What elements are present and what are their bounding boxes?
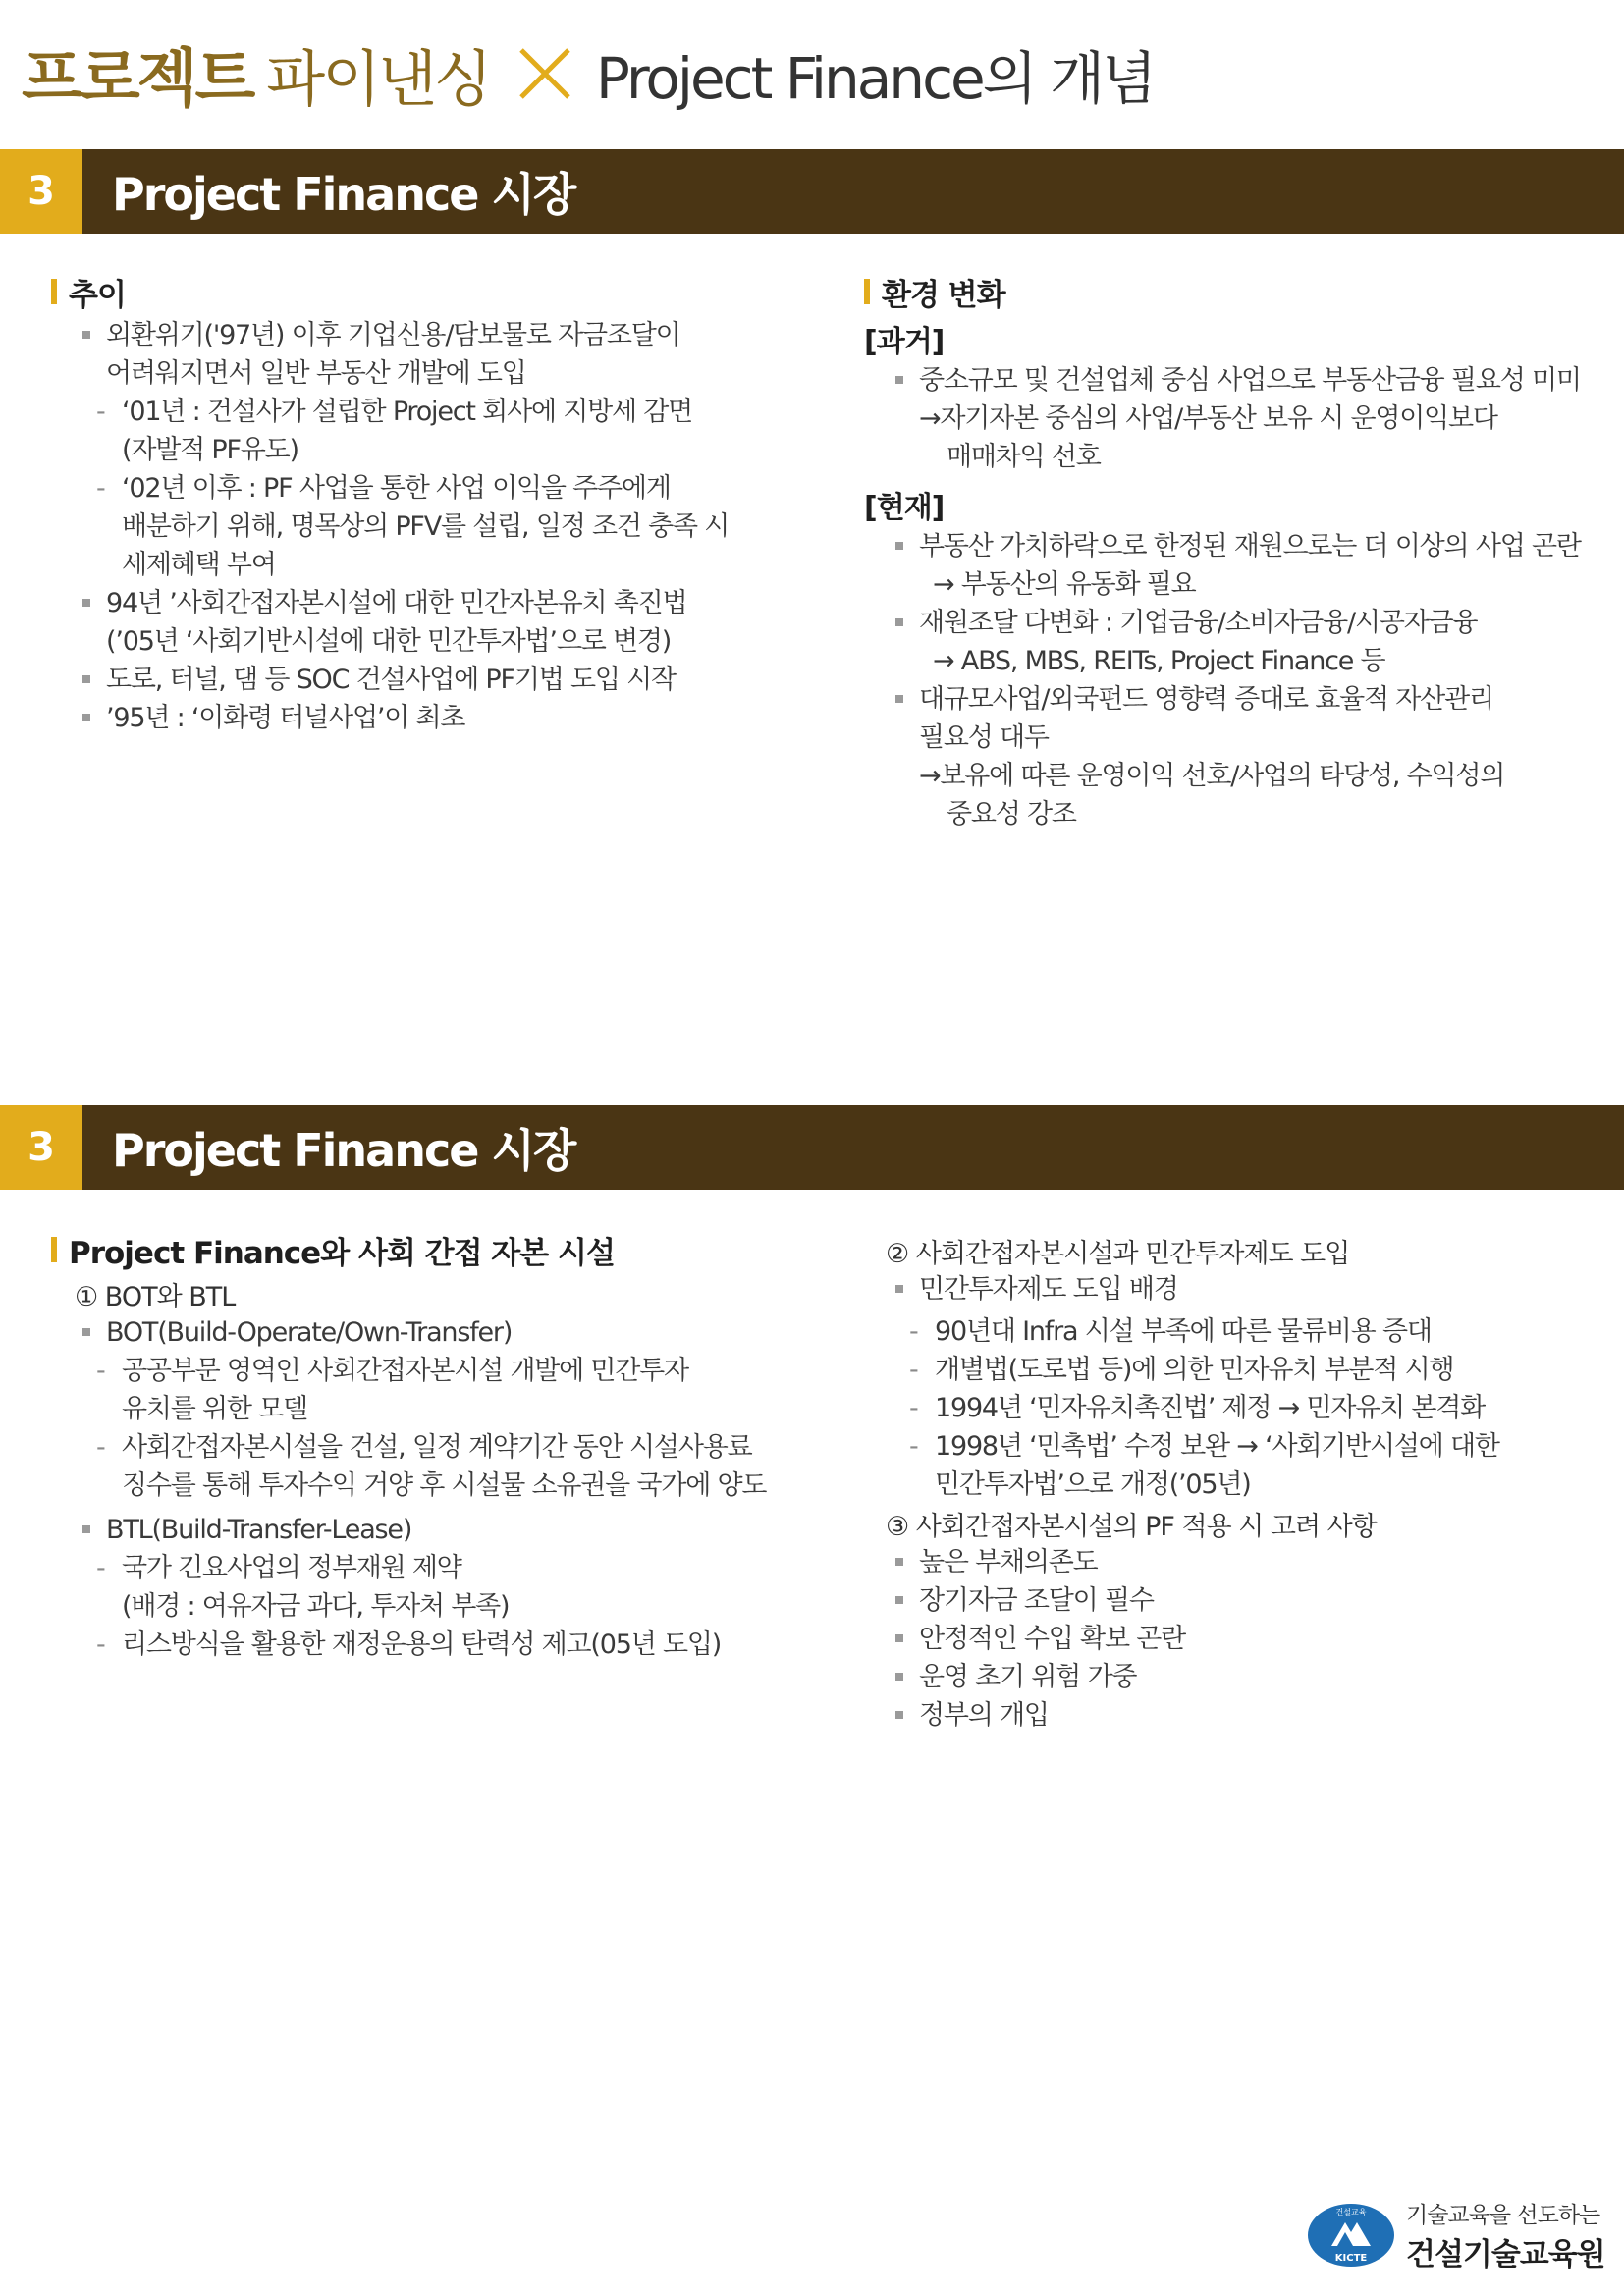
list-item: - 공공부문 영역인 사회간접자본시설 개발에 민간투자 유치를 위한 모델 [51, 1352, 797, 1428]
list-item: - 1998년 ‘민촉법’ 수정 보완 → ‘사회기반시설에 대한 민간투자법’으로 개정(’05년) [864, 1427, 1591, 1504]
env-change-column [864, 267, 1591, 833]
heading-marker [864, 279, 870, 304]
list-item: 94년 ’사회간접자본시설에 대한 민간자본유치 촉진법 (’05년 ‘사회기반시설에 대한 민간투자법’으로 변경) [51, 584, 758, 661]
heading-marker [51, 279, 57, 304]
list-item: 도로, 터널, 댐 등 SOC 건설사업에 PF기법 도입 시작 [51, 661, 758, 699]
heading-marker [51, 1237, 57, 1262]
list-item: 중소규모 및 건설업체 중심 사업으로 부동산금융 필요성 미미 →자기자본 중심의 사업/부동산 보유 시 운영이익보다 매매차익 선호 [864, 361, 1591, 476]
list-item: - ‘02년 이후 : PF 사업을 통한 사업 이익을 주주에게 배분하기 위해, 명목상의 PFV를 설립, 일정 조건 충족 시 세제혜택 부여 [51, 469, 758, 584]
list-item: 부동산 가치하락으로 한정된 재원으로는 더 이상의 사업 곤란 → 부동산의 유동화 필요 [864, 527, 1591, 604]
past-label: [과거] [864, 325, 945, 359]
list-item: - 리스방식을 활용한 재정운용의 탄력성 제고(05년 도입) [51, 1626, 797, 1664]
list-item: - 사회간접자본시설을 건설, 일정 계약기간 동안 시설사용료 징수를 통해 투자수익 거양 후 시설물 소유권을 국가에 양도 [51, 1428, 797, 1505]
section-title: Project Finance 시장 [82, 149, 1624, 234]
title-light: 파이낸싱 [266, 42, 490, 115]
svg-text:KICTE: KICTE [1334, 2253, 1368, 2264]
list-item: 높은 부채의존도 [864, 1543, 1591, 1581]
list-item: BOT(Build-Operate/Own-Transfer) [51, 1313, 797, 1352]
list-item: 장기자금 조달이 필수 [864, 1581, 1591, 1620]
kicte-logo [1306, 2197, 1605, 2273]
section-title: Project Finance 시장 [82, 1105, 1624, 1190]
kicte-emblem-icon [1306, 2201, 1396, 2269]
cross-icon [515, 44, 574, 103]
svg-text:건설교육: 건설교육 [1335, 2208, 1367, 2216]
soc-heading: Project Finance와 사회 간접 자본 시설 [51, 1225, 797, 1274]
trend-heading: 추이 [51, 267, 758, 316]
circ-heading-2: ② 사회간접자본시설과 민간투자제도 도입 [886, 1238, 1350, 1269]
list-item: - 90년대 Infra 시설 부족에 따른 물류비용 증대 [864, 1312, 1591, 1351]
env-heading: 환경 변화 [864, 267, 1591, 316]
list-item: 민간투자제도 도입 배경 [864, 1270, 1591, 1308]
list-item: - 국가 긴요사업의 정부재원 제약 (배경 : 여유자금 과다, 투자처 부족) [51, 1549, 797, 1626]
page-title [22, 29, 1154, 118]
list-item: ’95년 : ‘이화령 터널사업’이 최초 [51, 699, 758, 737]
circ-heading-3: ③ 사회간접자본시설의 PF 적용 시 고려 사항 [886, 1511, 1377, 1542]
list-item: BTL(Build-Transfer-Lease) [51, 1511, 797, 1549]
section-header-1 [0, 149, 1624, 234]
logo-tagline: 기술교육을 선도하는 [1406, 2203, 1600, 2228]
section-header-2 [0, 1105, 1624, 1190]
list-item: 대규모사업/외국펀드 영향력 증대로 효율적 자산관리 필요성 대두 →보유에 따른 운영이익 선호/사업의 타당성, 수익성의 중요성 강조 [864, 680, 1591, 833]
logo-name: 건설기술교육원 [1406, 2237, 1605, 2272]
list-item: 안정적인 수입 확보 곤란 [864, 1620, 1591, 1658]
title-right: Project Finance의 개념 [595, 45, 1155, 112]
section-number: 3 [0, 1105, 82, 1190]
bot-btl-heading: ① BOT와 BTL [75, 1281, 236, 1312]
list-item: - 1994년 ‘민자유치촉진법’ 제정 → 민자유치 본격화 [864, 1389, 1591, 1427]
list-item: 재원조달 다변화 : 기업금융/소비자금융/시공자금융 → ABS, MBS, REITs, Project Finance 등 [864, 604, 1591, 680]
list-item: 정부의 개입 [864, 1696, 1591, 1735]
present-label: [현재] [864, 491, 945, 525]
list-item: 운영 초기 위험 가중 [864, 1658, 1591, 1696]
section-number: 3 [0, 149, 82, 234]
list-item: - ‘01년 : 건설사가 설립한 Project 회사에 지방세 감면 (자발적 PF유도) [51, 393, 758, 469]
list-item: 외환위기('97년) 이후 기업신용/담보물로 자금조달이 어려워지면서 일반 부동산 개발에 도입 [51, 316, 758, 393]
trend-column [51, 267, 758, 737]
title-bold: 프로젝트 [22, 43, 253, 116]
soc-column [51, 1225, 797, 1664]
list-item: - 개별법(도로법 등)에 의한 민자유치 부분적 시행 [864, 1351, 1591, 1389]
private-investment-column [864, 1231, 1591, 1735]
